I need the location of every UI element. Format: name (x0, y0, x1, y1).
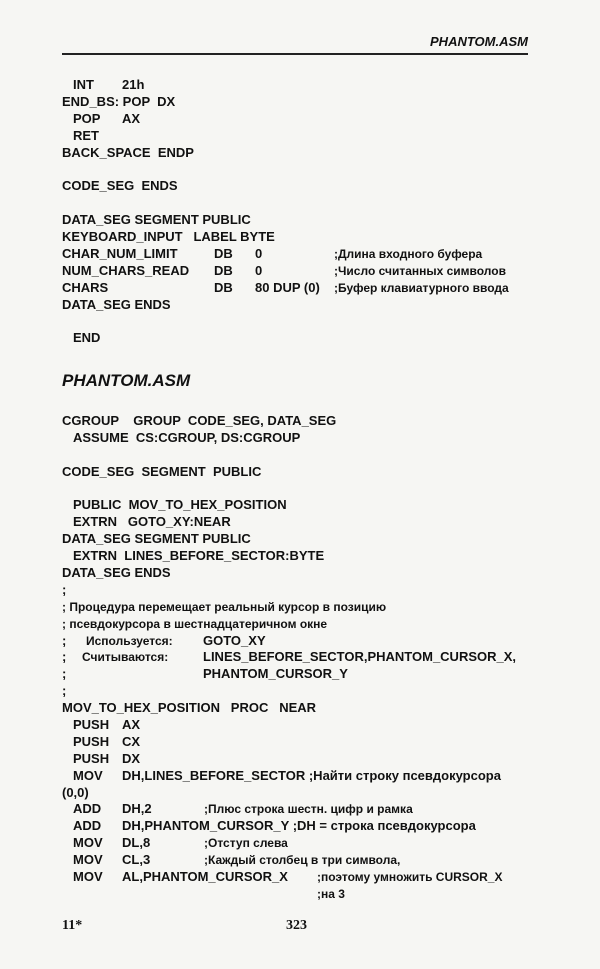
section-title: PHANTOM.ASM (62, 371, 191, 390)
code-block-phantom-asm (62, 413, 542, 903)
code-line: ; Считываются: LINES_BEFORE_SECTOR,PHANTOM_CURSOR_X, (62, 649, 517, 665)
code-line: ; Используется: GOTO_XY (62, 632, 266, 648)
code-line: MOV DH,LINES_BEFORE_SECTOR ;Найти строку псевдокурсора (73, 767, 501, 783)
code-line: CHAR_NUM_LIMIT DB 0 ;Длина входного буфера (62, 245, 483, 261)
code-block-end-of-listing (62, 77, 542, 347)
code-line: DATA_SEG ENDS (62, 565, 171, 581)
code-line: ; Процедура перемещает реальный курсор в позицию (62, 599, 387, 614)
page-number: 323 (286, 918, 307, 933)
code-line: BACK_SPACE ENDP (62, 144, 194, 160)
code-line: RET (73, 127, 99, 143)
code-line: ASSUME CS:CGROUP, DS:CGROUP (73, 429, 301, 445)
code-line: DATA_SEG SEGMENT PUBLIC (62, 212, 251, 228)
code-line: MOV DL,8 ;Отступ слева (73, 835, 288, 851)
code-line: END_BS: POP DX (62, 93, 176, 109)
code-line: ADD DH,PHANTOM_CURSOR_Y ;DH = строка псевдокурсора (73, 818, 476, 834)
code-line: ; PHANTOM_CURSOR_Y (62, 666, 348, 682)
code-line: ;на 3 (317, 886, 345, 901)
code-line: EXTRN LINES_BEFORE_SECTOR:BYTE (73, 548, 325, 564)
code-line: ; псевдокурсора в шестнадцатеричном окне (62, 616, 328, 631)
code-line: DATA_SEG ENDS (62, 296, 171, 312)
code-line: KEYBOARD_INPUT LABEL BYTE (62, 229, 275, 245)
running-header: PHANTOM.ASM (430, 34, 528, 49)
header-rule (62, 53, 528, 55)
code-line: ; (62, 683, 67, 699)
code-line: ADD DH,2 ;Плюс строка шестн. цифр и рамка (73, 801, 413, 817)
code-line: CODE_SEG SEGMENT PUBLIC (62, 463, 262, 479)
code-line: PUSH AX (73, 717, 141, 733)
code-line: ; (62, 581, 67, 597)
code-line: MOV_TO_HEX_POSITION PROC NEAR (62, 700, 317, 716)
code-line: PUBLIC MOV_TO_HEX_POSITION (73, 497, 287, 513)
code-line: CODE_SEG ENDS (62, 178, 178, 194)
code-line: NUM_CHARS_READ DB 0 ;Число считанных символов (62, 262, 506, 278)
code-line: POP AX (73, 110, 141, 126)
code-line: PUSH CX (73, 733, 141, 749)
code-line: MOV CL,3 ;Каждый столбец в три символа, (73, 852, 401, 868)
code-line: DATA_SEG SEGMENT PUBLIC (62, 531, 251, 547)
code-line: (0,0) (62, 784, 89, 800)
code-line: END (73, 330, 101, 346)
code-line: CGROUP GROUP CODE_SEG, DATA_SEG (62, 413, 337, 428)
code-line: INT 21h (73, 77, 145, 92)
code-line: CHARS DB 80 DUP (0) ;Буфер клавиатурного ввода (62, 279, 509, 295)
code-line: PUSH DX (73, 750, 141, 766)
code-line: MOV AL,PHANTOM_CURSOR_X ;поэтому умножить CURSOR_X (73, 869, 503, 885)
signature-mark: 11* (62, 918, 83, 933)
code-line: EXTRN GOTO_XY:NEAR (73, 514, 231, 530)
